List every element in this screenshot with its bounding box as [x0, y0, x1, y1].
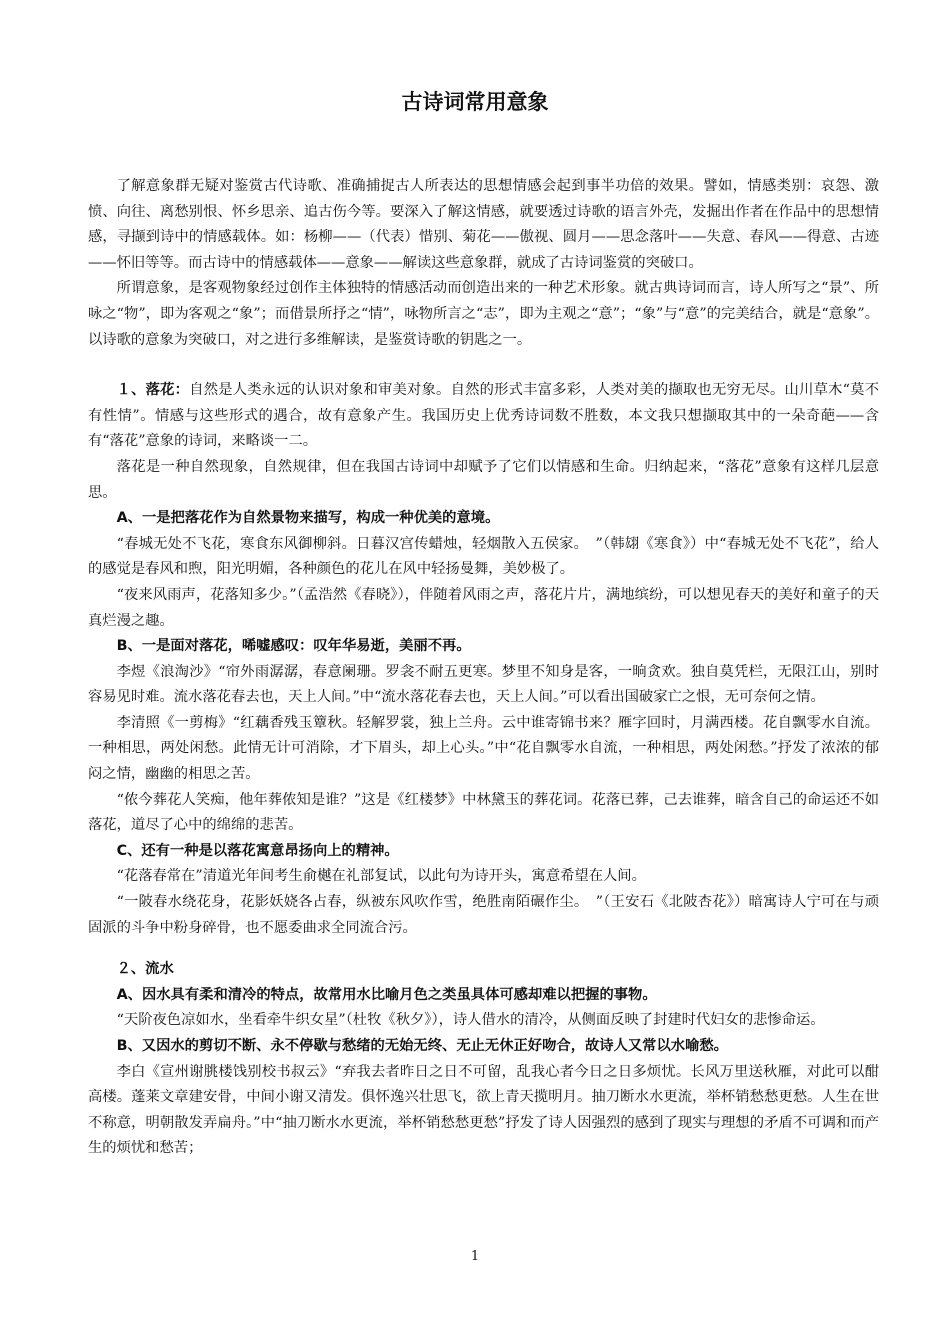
section-1-a-heading: A、一是把落花作为自然景物来描写，构成一种优美的意境。 [116, 510, 500, 527]
section-1-a-paragraph-2: “夜来风雨声，花落知多少。”（孟浩然《春晓》），伴随着风雨之声，落花片片，满地缤纷，可以想见春天的美好和童子的天真烂漫之趣。 [88, 586, 879, 629]
section-1-heading: １、落花： [116, 382, 190, 399]
document-body [88, 174, 879, 1162]
section-1-c-paragraph-1: “花落春常在”清道光年间考生俞樾在礼部复试，以此句为诗开头，寓意希望在人间。 [116, 868, 646, 885]
section-2-b-paragraph-1: 李白《宣州谢朓楼饯别校书叔云》“弃我去者昨日之日不可留，乱我心者今日之日多烦忧。长风万里送秋雁，对此可以酣高楼。蓬莱文章建安骨，中间小谢又清发。俱怀逸兴壮思飞，欲上青天揽明月。抽刀断水水更流，举杯销愁愁更愁。人生在世不称意，明朝散发弄扁舟。”中“抽刀断水水更流，举杯销愁愁更愁”抒发了诗人因强烈的感到了现实与理想的矛盾不可调和而产生的烦忧和愁苦； [88, 1063, 879, 1157]
section-1-text: 自然是人类永远的认识对象和审美对象。自然的形式丰富多彩，人类对美的撷取也无穷无尽。山川草木“莫不有性情”。情感与这些形式的遇合，故有意象产生。我国历史上优秀诗词数不胜数，本文我只想撷取其中的一朵奇葩——含有“落花”意象的诗词，来略谈一二。 [88, 382, 879, 450]
page-title: 古诗词常用意象 [401, 90, 549, 114]
section-1-b-paragraph-1: 李煜《浪淘沙》“帘外雨潺潺，春意阑珊。罗衾不耐五更寒。梦里不知身是客，一晌贪欢。独自莫凭栏，无限江山，别时容易见时难。流水落花春去也，天上人间。”中“流水落花春去也，天上人间。”可以看出国破家亡之恨，无可奈何之情。 [88, 663, 879, 706]
intro-paragraph-2: 所谓意象，是客观物象经过创作主体独特的情感活动而创造出来的一种艺术形象。就古典诗词而言，诗人所写之“景”、所咏之“物”，即为客观之“象”；而借景所抒之“情”，咏物所言之“志”，即为主观之“意”；“象”与“意”的完美结合，就是“意象”。以诗歌的意象为突破口，对之进行多维解读，是鉴赏诗歌的钥匙之一。 [88, 280, 879, 348]
section-1-b-paragraph-3: “侬今葬花人笑痴，他年葬侬知是谁？”这是《红楼梦》中林黛玉的葬花词。花落已葬，己去谁葬，暗含自己的命运还不如落花，道尽了心中的绵绵的悲苦。 [88, 791, 879, 834]
section-1-a-paragraph-1: “春城无处不飞花，寒食东风御柳斜。日暮汉宫传蜡烛，轻烟散入五侯家。 ”（韩翃《寒食》）中“春城无处不飞花”，给人的感觉是春风和煦，阳光明媚，各种颜色的花儿在风中轻扬曼舞，美妙极了。 [88, 535, 879, 578]
section-2-a-heading: A、因水具有柔和清冷的特点，故常用水比喻月色之类虽具体可感却难以把握的事物。 [116, 986, 657, 1003]
page-number: 1 [470, 1249, 480, 1264]
section-2-b-heading: B、又因水的剪切不断、永不停歇与愁绪的无始无终、无止无休正好吻合，故诗人又常以水喻愁。 [116, 1038, 728, 1054]
section-2-heading: ２、流水 [116, 961, 174, 978]
section-1-c-heading: C、还有一种是以落花寓意昂扬向上的精神。 [116, 842, 399, 859]
section-1-paragraph-1 [88, 378, 879, 455]
section-1-b-paragraph-2: 李清照《一剪梅》“红藕香残玉簟秋。轻解罗裳，独上兰舟。云中谁寄锦书来？雁字回时，月满西楼。花自飘零水自流。一种相思，两处闲愁。此情无计可消除，才下眉头，却上心头。”中“花自飘零水自流，一种相思，两处闲愁。”抒发了浓浓的郁闷之情，幽幽的相思之苦。 [88, 714, 879, 783]
section-2-a-paragraph-1: “天阶夜色凉如水，坐看牵牛织女星”（杜牧《秋夕》），诗人借水的清冷，从侧面反映了封建时代妇女的悲惨命运。 [116, 1012, 825, 1029]
section-1-b-heading: B、一是面对落花，唏嘘感叹：叹年华易逝，美丽不再。 [116, 638, 471, 655]
section-1-paragraph-2: 落花是一种自然现象，自然规律，但在我国古诗词中却赋予了它们以情感和生命。归纳起来，“落花”意象有这样几层意思。 [88, 458, 879, 501]
section-1-c-paragraph-2: “一陂春水绕花身，花影妖娆各占春，纵被东风吹作雪，绝胜南陌碾作尘。 ”（王安石《北陂杏花》）暗寓诗人宁可在与顽固派的斗争中粉身碎骨，也不愿委曲求全同流合污。 [88, 894, 879, 936]
intro-paragraph-1: 了解意象群无疑对鉴赏古代诗歌、准确捕捉古人所表达的思想情感会起到事半功倍的效果。譬如，情感类别：哀怨、激愤、向往、离愁别恨、怀乡思亲、追古伤今等。要深入了解这情感，就要透过诗歌的语言外壳，发掘出作者在作品中的思想情感，寻撷到诗中的情感载体。如：杨柳——（代表）惜别、菊花——傲视、圆月——思念落叶——失意、春风——得意、古迹——怀旧等等。而古诗中的情感载体——意象——解读这些意象群，就成了古诗词鉴赏的突破口。 [88, 178, 879, 271]
